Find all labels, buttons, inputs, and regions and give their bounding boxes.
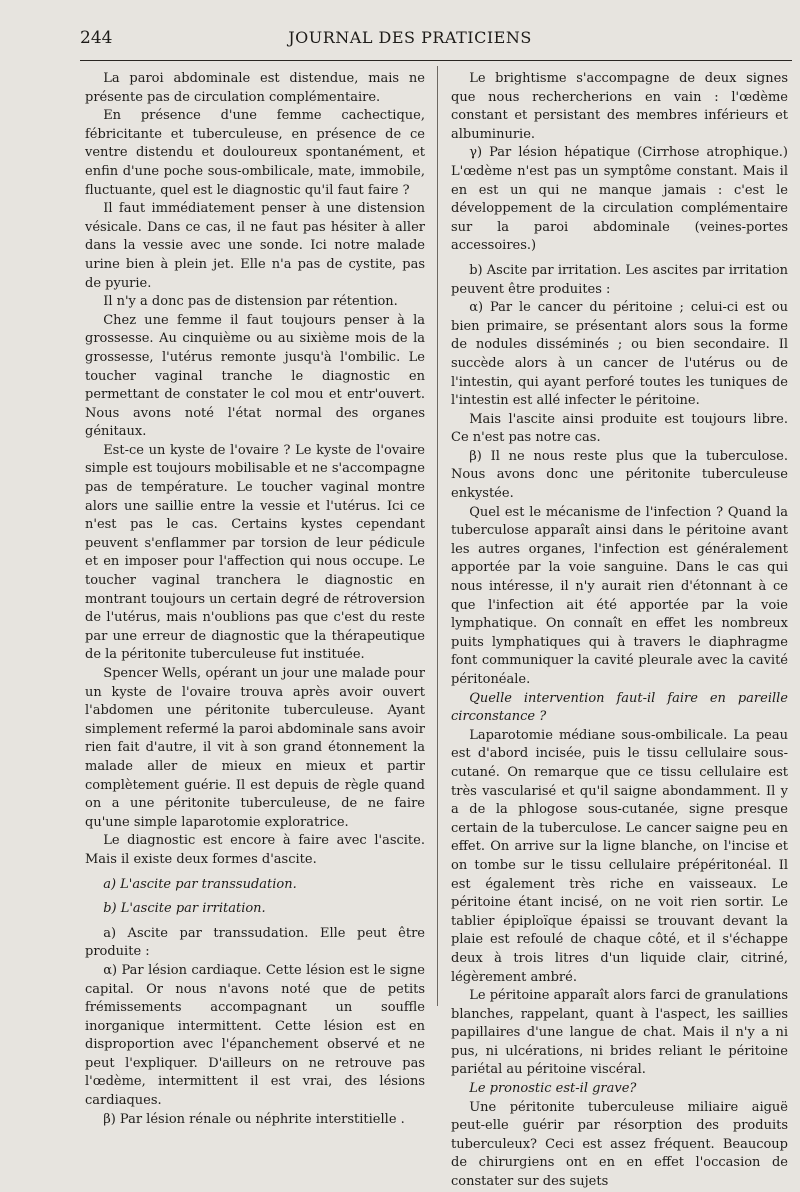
paragraph: En présence d'une femme cachectique, fébricitante et tuberculeuse, en présence de ce ventre distendu et douloureux spontanément, et enfin d'une poche sous-ombilicale, mate, immobile, fluctuante, quel est le diagnostic qu'il faut faire ? — [85, 108, 425, 198]
running-title: JOURNAL DES PRATICIENS — [288, 28, 532, 47]
header-rule — [80, 60, 792, 61]
paragraph: Spencer Wells, opérant un jour une malade pour un kyste de l'ovaire trouva après avoir ouvert l'abdomen une péritonite tuberculeuse. Ayant simplement refermé la paroi abdominale sans avoir rien fait d'autre, il vit à son grand étonnement la malade aller de mieux en mieux et partir complètement guérie. Il est depuis de règle quand on a une péritonite tuberculeuse, de ne faire qu'une simple laparotomie exploratrice. — [85, 666, 426, 830]
paragraph: Laparotomie médiane sous-ombilicale. La peau est d'abord incisée, puis le tissu cellulaire sous-cutané. On remarque que ce tissu cellulaire est très vascularisé et qu'il saigne abondamment. Il y a de la phlogose sous-cutanée, signe presque certain de la tuberculose. Le cancer saigne peu en effet. On arrive sur la ligne blanche, on l'incise et on tombe sur le tissu cellulaire prépéritonéal. Il est également très riche en vaisseaux. Le péritoine étant incisé, on ne voit rien sortir. Le tablier épiploïque épaissi se trouvant devant la plaie est refoulé de chaque côté, et il s'échappe deux à trois litres d'un liquide clair, citriné, légèrement ambré. — [451, 727, 788, 985]
paragraph: Le diagnostic est encore à faire avec l'ascite. Mais il existe deux formes d'ascite. — [85, 833, 425, 867]
column-divider — [437, 66, 438, 1006]
paragraph: Il faut immédiatement penser à une distension vésicale. Dans ce cas, il ne faut pas hésiter à aller dans la vessie avec une sonde. Ici notre malade urine bien à plein jet. Elle n'a pas de cystite, pas de pyurie. — [85, 201, 425, 291]
paragraph: La paroi abdominale est distendue, mais ne présente pas de circulation complémentaire. — [85, 71, 425, 105]
paragraph: β) Il ne nous reste plus que la tuberculose. Nous avons donc une péritonite tuberculeuse enkystée. — [451, 448, 788, 502]
section-heading: b) Ascite par irritation. Les ascites par irritation peuvent être produites : — [451, 262, 788, 297]
question-heading: Le pronostic est-il grave? — [469, 1081, 637, 1097]
paragraph: Chez une femme il faut toujours penser à la grossesse. Au cinquième ou au sixième mois de la grossesse, l'utérus remonte jusqu'à l'ombilic. Le toucher vaginal tranche le diagnostic en permettant de constater le col mou et entr'ouvert. Nous avons noté l'état normal des organes génitaux. — [85, 312, 425, 440]
paragraph: Une péritonite tuberculeuse miliaire aiguë peut-elle guérir par résorption des produits tuberculeux? Ceci est assez fréquent. Beaucoup de chirurgiens ont en en effet l'occasion de constater sur des sujets — [451, 1099, 788, 1190]
page-header — [80, 28, 780, 50]
paragraph: Il n'y a donc pas de distension par rétention. — [103, 294, 398, 310]
paragraph: Quel est le mécanisme de l'infection ? Quand la tuberculose apparaît ainsi dans le péritoine avant les autres organes, l'infection est généralement apportée par la voie sanguine. Dans le cas qui nous intéresse, il n'y aurait rien d'étonnant à ce que l'infection ait été apportée par la voie lymphatique. On connaît en effet les nombreux puits lymphatiques qui à travers le diaphragme font communiquer la cavité pleurale avec la cavité péritonéale. — [451, 504, 788, 687]
question-heading: Quelle intervention faut-il faire en pareille circonstance ? — [451, 690, 788, 725]
paragraph: Le péritoine apparaît alors farci de granulations blanches, rappelant, quant à l'aspect, les saillies papillaires d'une langue de chat. Mais il n'y a ni pus, ni ulcérations, ni brides reliant le péritoine pariétal au péritoine viscéral. — [451, 988, 788, 1078]
paragraph: α) Par le cancer du péritoine ; celui-ci est ou bien primaire, se présentant alors sous la forme de nodules disséminés ; ou bien secondaire. Il succède alors à un cancer de l'utérus ou de l'intestin, qui ayant perforé toutes les tuniques de l'intestin est allé infecter le péritoine. — [451, 300, 788, 409]
paragraph: α) Par lésion cardiaque. Cette lésion est le signe capital. Or nous n'avons noté que de petits frémissements accompagnant un souffle inorganique intermittent. Cette lésion est en disproportion avec l'épanchement observé et ne peut l'expliquer. D'ailleurs on ne retrouve pas l'œdème, intermittent il est vrai, des lésions cardiaques. — [85, 962, 425, 1109]
section-heading: a) Ascite par transsudation. Elle peut être produite : — [85, 925, 425, 960]
paragraph: β) Par lésion rénale ou néphrite interstitielle . — [103, 1111, 405, 1127]
list-item: b) L'ascite par irritation. — [103, 901, 266, 917]
paragraph: Est-ce un kyste de l'ovaire ? Le kyste de l'ovaire simple est toujours mobilisable et ne s'accompagne pas de température. Le toucher vaginal montre alors une saillie entre la vessie et l'utérus. Ici ce n'est pas le cas. Certains kystes cependant peuvent s'enflammer par torsion de leur pédicule et en imposer pour l'affection qui nous occupe. Le toucher vaginal tranchera le diagnostic en montrant toujours un certain degré de rétroversion de l'utérus, mais n'oublions pas que c'est du reste par une erreur de diagnostic que la thérapeutique de la péritonite tuberculeuse fut instituée. — [85, 442, 425, 663]
paragraph: γ) Par lésion hépatique (Cirrhose atrophique.) L'œdème n'est pas un symptôme constant. Mais il en est un qui ne manque jamais : c'est le développement de la circulation complémentaire sur la paroi abdominale (veines-portes accessoires.) — [451, 145, 788, 254]
paragraph: Mais l'ascite ainsi produite est toujours libre. Ce n'est pas notre cas. — [451, 411, 788, 446]
right-column — [451, 70, 788, 1192]
list-item: a) L'ascite par transsudation. — [103, 876, 297, 892]
paragraph: Le brightisme s'accompagne de deux signes que nous rechercherions en vain : l'œdème constant et persistant des membres inférieurs et albuminurie. — [451, 71, 788, 142]
page-number: 244 — [80, 28, 113, 48]
left-column — [85, 70, 425, 1129]
